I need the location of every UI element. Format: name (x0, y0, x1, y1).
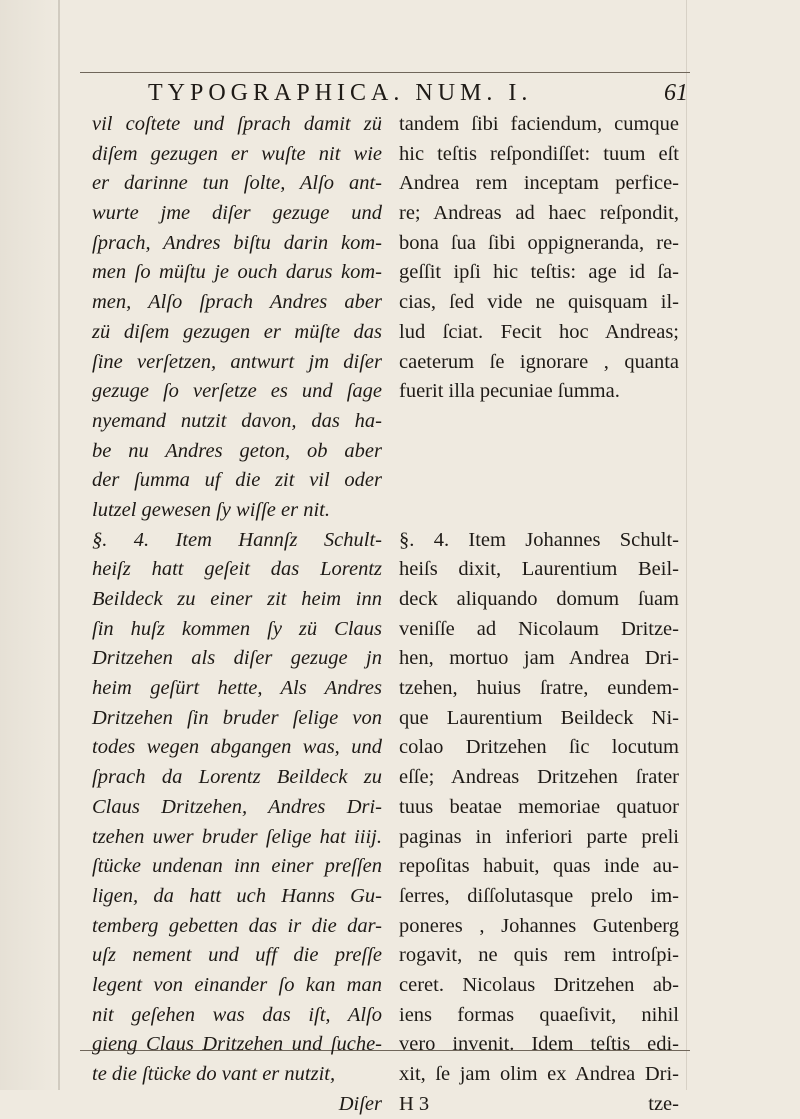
text-line: lud ſciat. Fecit hoc Andreas; (399, 320, 679, 343)
text-line: Beildeck zu einer zit heim inn (92, 588, 382, 610)
text-line: ſin huſz kommen ſy zü Claus (92, 617, 382, 640)
text-line: ceret. Nicolaus Dritzehen ab- (399, 973, 679, 996)
page-number: 61 (664, 80, 688, 106)
text-line: men, Alſo ſprach Andres aber (92, 291, 382, 314)
text-line: men ſo müſtu je ouch darus kom- (92, 261, 382, 284)
text-line: §. 4. Item Hannſz Schult- (92, 528, 382, 551)
text-line: nit geſehen was das iſt, Alſo (92, 1003, 382, 1026)
running-title: TYPOGRAPHICA. NUM. I. (148, 80, 533, 106)
text-line: veniſſe ad Nicolaum Dritze- (399, 617, 679, 640)
text-line: vil coſtete und ſprach damit zü (92, 113, 382, 135)
text-line: geſſit ipſi hic teſtis: age id ſa- (399, 261, 679, 284)
text-line: iens formas quaeſivit, nihil (399, 1003, 679, 1026)
text-line: repoſitas habuit, quas inde au- (399, 855, 679, 878)
text-line: te die ſtücke do vant er nutzit, (92, 1063, 336, 1085)
text-line: fuerit illa pecuniae ſumma. (399, 380, 620, 403)
text-line: heiſz hatt geſeit das Lorentz (92, 558, 382, 581)
signature-mark: H 3 (399, 1092, 430, 1115)
column-gap (399, 496, 679, 526)
text-line: tzehen, huius ſratre, eundem- (399, 677, 679, 700)
text-line: gezuge ſo verſetze es und ſage (92, 380, 382, 403)
text-line: zü diſem gezugen er müſte das (92, 320, 382, 343)
text-line: colao Dritzehen ſic locutum (399, 736, 679, 759)
text-line: Andrea rem inceptam perfice- (399, 172, 679, 195)
text-line: wurte jme diſer gezuge und (92, 202, 382, 225)
text-line: §. 4. Item Johannes Schult- (399, 528, 679, 551)
text-line: ligen, da hatt uch Hanns Gu- (92, 884, 382, 907)
text-line: re; Andreas ad haec reſpondit, (399, 202, 679, 225)
text-line: Dritzehen ſin bruder ſelige von (92, 706, 382, 729)
text-line: poneres , Johannes Gutenberg (399, 914, 679, 937)
text-line: xit, ſe jam olim ex Andrea Dri- (399, 1063, 679, 1085)
column-gap (399, 466, 679, 496)
text-line: legent von einander ſo kan man (92, 973, 382, 996)
text-line: vero invenit. Idem teſtis edi- (399, 1033, 679, 1056)
text-line: cias, ſed vide ne quisquam il- (399, 291, 679, 314)
text-line: heim geſürt hette, Als Andres (92, 677, 382, 700)
text-line: gieng Claus Dritzehen und ſuche- (92, 1033, 382, 1056)
text-line: hen, mortuo jam Andrea Dri- (399, 647, 679, 670)
text-line: ſine verſetzen, antwurt jm diſer (92, 350, 382, 373)
text-line: paginas in inferiori parte preli (399, 825, 679, 848)
text-line: hic teſtis reſpondiſſet: tuum eſt (399, 142, 679, 165)
text-line: uſz nement und uff die preſſe (92, 944, 382, 967)
column-gap (399, 437, 679, 467)
page-fold-shadow (58, 0, 60, 1090)
text-line: ſprach da Lorentz Beildeck zu (92, 766, 382, 789)
latin-text-column (399, 110, 679, 1119)
text-line: be nu Andres geton, ob aber (92, 439, 382, 462)
text-line: der ſumma uf die zit vil oder (92, 469, 382, 492)
german-text-column (92, 110, 382, 1119)
page-margin-crease (686, 0, 687, 1090)
text-line: er darinne tun ſolte, Alſo ant- (92, 172, 382, 195)
text-line: nyemand nutzit davon, das ha- (92, 409, 382, 432)
text-line: ſtücke undenan inn einer preſſen (92, 855, 382, 878)
text-line: tuus beatae memoriae quatuor (399, 795, 679, 818)
text-line: Dritzehen als diſer gezuge jn (92, 647, 382, 670)
text-line: ſerres, diſſolutasque prelo im- (399, 884, 679, 907)
text-line: bona ſua ſibi oppigneranda, re- (399, 231, 679, 254)
column-gap (399, 407, 679, 437)
text-line: ſprach, Andres biſtu darin kom- (92, 231, 382, 254)
text-line: Claus Dritzehen, Andres Dri- (92, 795, 382, 818)
text-line: temberg gebetten das ir die dar- (92, 914, 382, 937)
text-line: diſem gezugen er wuſte nit wie (92, 142, 382, 165)
running-header (148, 80, 688, 112)
text-line: tzehen uwer bruder ſelige hat iiij. (92, 825, 382, 848)
text-line: lutzel gewesen ſy wiſſe er nit. (92, 498, 330, 521)
text-line: que Laurentium Beildeck Ni- (399, 706, 679, 729)
text-line: heiſs dixit, Laurentium Beil- (399, 558, 679, 581)
text-line: rogavit, ne quis rem introſpi- (399, 944, 679, 967)
text-line: todes wegen abgangen was, und (92, 736, 382, 759)
catchword: tze- (648, 1092, 679, 1115)
text-line: caeterum ſe ignorare , quanta (399, 350, 679, 373)
text-line: tandem ſibi faciendum, cumque (399, 113, 679, 135)
text-line: deck aliquando domum ſuam (399, 588, 679, 610)
top-rule (80, 72, 690, 73)
text-line: eſſe; Andreas Dritzehen ſrater (399, 766, 679, 789)
text-line: Diſer (338, 1092, 382, 1115)
signature-line (399, 1090, 679, 1119)
